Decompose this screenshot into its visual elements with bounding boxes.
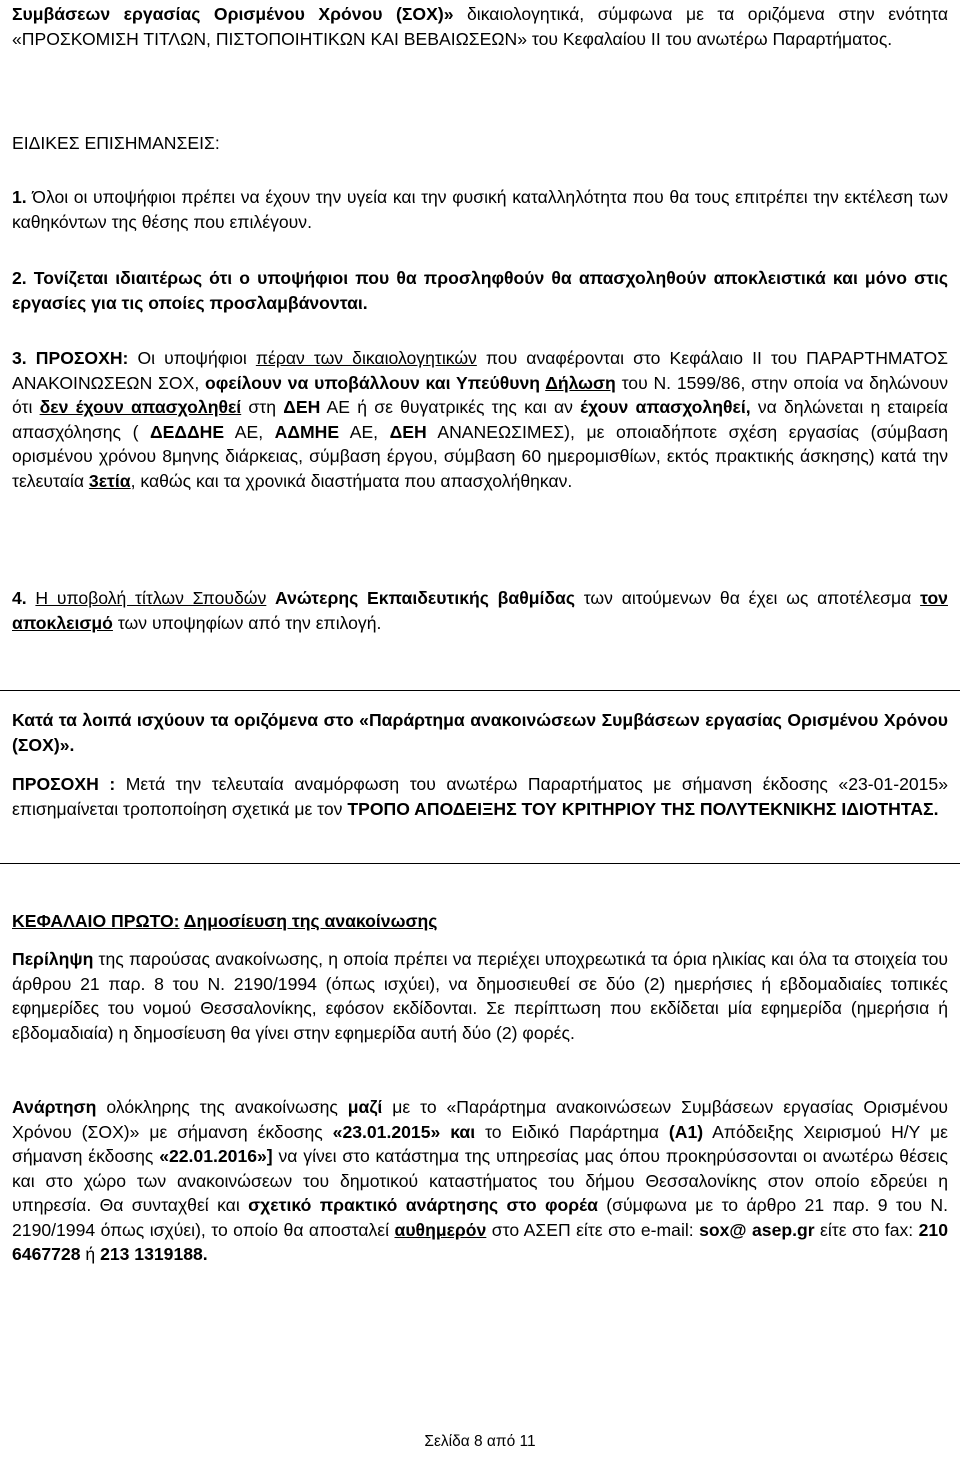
special-notes-heading: ΕΙΔΙΚΕΣ ΕΠΙΣΗΜΑΝΣΕΙΣ:: [12, 133, 220, 153]
intro-bold: Συμβάσεων εργασίας Ορισμένου Χρόνου (ΣΟΧ)»: [12, 4, 454, 24]
notice-box-bottom-border: [0, 863, 960, 864]
notice-box-top-border: [0, 690, 960, 691]
page-footer: Σελίδα 8 από 11: [424, 1433, 536, 1450]
intro-text: δικαιολογητικά, σύμφωνα με τα οριζόμενα στην ενότητα «ΠΡΟΣΚΟΜΙΣΗ ΤΙΤΛΩΝ, ΠΙΣΤΟΠΟΙΗΤΙΚΩΝ ΚΑΙ ΒΕΒΑΙΩΣΕΩΝ» του Κεφαλαίου ΙΙ του ανωτέρω Παραρτήματος.: [12, 4, 948, 49]
note-item-2: 2. Τονίζεται ιδιαιτέρως ότι ο υποψήφιοι που θα προσληφθούν θα απασχοληθούν αποκλειστικά και μόνο στις εργασίες για τις οποίες προσλαμβάνονται.: [12, 268, 948, 313]
chapter-heading: ΚΕΦΑΛΑΙΟ ΠΡΩΤΟ: Δημοσίευση της ανακοίνωσης: [12, 911, 438, 931]
summary-paragraph: Περίληψη της παρούσας ανακοίνωσης, η οποία πρέπει να περιέχει υποχρεωτικά τα όρια ηλικίας και όλα τα στοιχεία του άρθρου 21 παρ. 8 του Ν. 2190/1994 (όπως ισχύει), να δημοσιευθεί σε δύο (2) ημερήσιες ή εβδομαδιαίες τοπικές εφημερίδες του νομού Θεσσαλονίκης, εφόσον εκδίδονται. Σε περίπτωση που εκδίδεται μία εφημερίδα (ημερήσια ή εβδομαδιαία) η δημοσίευση θα γίνει στην εφημερίδα αυτή δύο (2) φορές.: [12, 949, 948, 1043]
note-item-3: 3. ΠΡΟΣΟΧΗ: Οι υποψήφιοι πέραν των δικαιολογητικών που αναφέρονται στο Κεφάλαιο ΙΙ του ΠΑΡΑΡΤΗΜΑΤΟΣ ΑΝΑΚΟΙΝΩΣΕΩΝ ΣΟΧ, οφείλουν να υποβάλλουν και Υπεύθυνη Δήλωση του Ν. 1599/86, στην οποία να δηλώνουν ότι δεν έχουν απασχοληθεί στη ΔΕΗ ΑΕ ή σε θυγατρικές της και αν έχουν απασχοληθεί, να δηλώνεται η εταιρεία απασχόλησης ( ΔΕΔΔΗΕ ΑΕ, ΑΔΜΗΕ ΑΕ, ΔΕΗ ΑΝΑΝΕΩΣΙΜΕΣ), με οποιαδήποτε σχέση εργασίας (σύμβαση ορισμένου χρόνου 8μηνης διάρκειας, σύμβαση έργου, σύμβαση 60 ημερομισθίων, εκτός πρακτικής άσκησης) κατά την τελευταία 3ετία, καθώς και τα χρονικά διαστήματα που απασχολήθηκαν.: [12, 348, 949, 491]
intro-paragraph: [12, 2, 948, 51]
notice-paragraph-1: Κατά τα λοιπά ισχύουν τα οριζόμενα στο «Παράρτημα ανακοινώσεων Συμβάσεων εργασίας Ορισμένου Χρόνου (ΣΟΧ)».: [12, 710, 948, 755]
note-item-4: 4. Η υποβολή τίτλων Σπουδών Ανώτερης Εκπαιδευτικής βαθμίδας των αιτούμενων θα έχει ως αποτέλεσμα τον αποκλεισμό των υποψηφίων από την επιλογή.: [12, 588, 948, 633]
note-item-1: 1. Όλοι οι υποψήφιοι πρέπει να έχουν την υγεία και την φυσική καταλληλότητα που θα τους επιτρέπει την εκτέλεση των καθηκόντων της θέσης που επιλέγουν.: [12, 187, 948, 232]
posting-paragraph: Ανάρτηση ολόκληρης της ανακοίνωσης μαζί με το «Παράρτημα ανακοινώσεων Συμβάσεων εργασίας Ορισμένου Χρόνου (ΣΟΧ)» με σήμανση έκδοσης «23.01.2015» και το Ειδικό Παράρτημα (Α1) Απόδειξης Χειρισμού Η/Υ με σήμανση έκδοσης «22.01.2016»] να γίνει στο κατάστημα της υπηρεσίας μας όπου προκηρύσσονται οι ανωτέρω θέσεις και στο χώρο των ανακοινώσεων του δημοτικού καταστήματος του δήμου Θεσσαλονίκης στον οποίο εδρεύει η υπηρεσία. Θα συνταχθεί και σχετικό πρακτικό ανάρτησης στο φορέα (σύμφωνα με το άρθρο 21 παρ. 9 του Ν. 2190/1994 όπως ισχύει), το οποίο θα αποσταλεί αυθημερόν στο ΑΣΕΠ είτε στο e-mail: sox@ asep.gr είτε στο fax: 210 6467728 ή 213 1319188.: [12, 1097, 949, 1264]
notice-paragraph-2: ΠΡΟΣΟΧΗ : Μετά την τελευταία αναμόρφωση του ανωτέρω Παραρτήματος με σήμανση έκδοσης «23-01-2015» επισημαίνεται τροποποίηση σχετικά με τον ΤΡΟΠΟ ΑΠΟΔΕΙΞΗΣ ΤΟΥ ΚΡΙΤΗΡΙΟΥ ΤΗΣ ΠΟΛΥΤΕΚΝΙΚΗΣ ΙΔΙΟΤΗΤΑΣ.: [12, 774, 948, 819]
